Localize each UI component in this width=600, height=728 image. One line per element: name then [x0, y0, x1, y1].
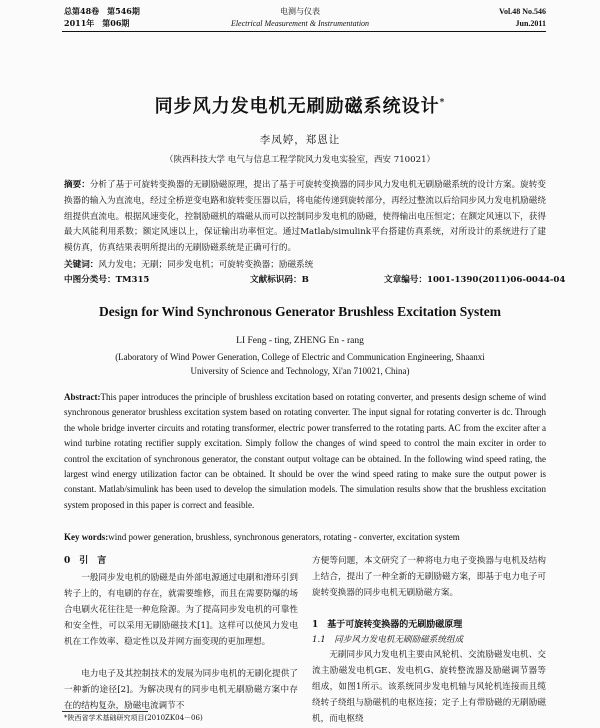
footnote: *陕西省学术基础研究项目(2010ZK04－06)	[64, 714, 203, 722]
affiliation-en-line1: (Laboratory of Wind Power Generation, College of Electric and Communication Engineering, Shaanxi	[115, 352, 485, 362]
header-journal-cn: 电测与仪表	[280, 7, 320, 16]
keywords-cn	[64, 258, 546, 274]
authors-en: LI Feng - ting, ZHENG En - rang	[236, 336, 364, 346]
header-vol-en: Vol.48 No.546	[498, 7, 546, 16]
page-title-en: Design for Wind Synchronous Generator Brushless Excitation System	[99, 304, 501, 319]
keywords-cn-text: 风力发电；无刷；同步发电机；可旋转变换器；励磁系统	[98, 260, 314, 270]
header-date-en: Jun.2011	[515, 19, 546, 28]
abstract-cn	[64, 178, 546, 257]
title-footnote-mark: *	[439, 98, 446, 108]
footnote-rule	[62, 711, 148, 712]
header-journal-en: Electrical Measurement & Instrumentation	[230, 19, 370, 28]
section-1-1-heading: 1.1 同步风力发电机无刷励磁系统组成	[312, 635, 464, 645]
clc-number: 中图分类号：TM315	[64, 275, 150, 285]
abstract-en-text: This paper introduces the principle of brushless excitation based on rotating converter, and presents design scheme of wind synchronous generator brushless excitation system based on rotating converter. The input signal for rotating converter is dc. Through the whole bridge inverter circuits and rotating transformer, electric power transferred to the rotating parts. AC from the exciter after a wind turbine rotating rectifier supply excitation. Simply follow the changes of wind speed to control the main exciter in order to control the excitation of synchronous generator, the constant output voltage can be obtained. In the following wind speed rating, the largest wind energy utilization factor can be obtained. It should be over the wind speed rating to make sure the output power is constant. Matlab/simulink has been used to develop the simulation models. The simulation results show that the brushless excitation system proposed in this paper is correct and feasible.	[64, 392, 546, 510]
section-0-heading: 0 引 言	[64, 556, 107, 566]
keywords-en-label: Key words:	[64, 532, 109, 542]
article-number: 文章编号：1001-1390(2011)06-0044-04	[384, 275, 566, 285]
authors-cn: 李凤婷，郑恩让	[259, 134, 341, 146]
keywords-en-text: wind power generation, brushless, synchronous generators, rotating - converter, excitation system	[108, 532, 460, 542]
keywords-cn-label: 关键词：	[64, 260, 99, 270]
abstract-en	[64, 390, 546, 513]
abstract-cn-text: 分析了基于可旋转变换器的无刷励磁原理，提出了基于可旋转变换器的同步风力发电机无刷励磁系统的设计方案。旋转变换器的输入为直流电，经过全桥逆变电路和旋转变压器以后，将电能传递到旋转部分，再经过整流以后给同步风力发电机励磁绕组提供直流电。根据风速变化，控制励磁机的端磁从而可以控制同步发电机的励磁，使得输出电压恒定；在额定风速以下，获得最大风能利用系数；额定风速以上，保证输出功率恒定。通过Matlab/simulink平台搭建仿真系统，对所设计的系统进行了建模仿真，仿真结果表明所提出的无刷励磁系统是正确可行的。	[64, 180, 546, 254]
header-rule	[62, 31, 546, 32]
header-issue: 2011年 第06期	[64, 18, 130, 28]
section-1-heading: 1 基于可旋转变换器的无刷励磁原理	[312, 620, 463, 630]
keywords-en	[64, 530, 546, 545]
abstract-cn-label: 摘要：	[64, 180, 90, 190]
left-column-paragraph-2: 电力电子及其控制技术的发展为同步电机的无刷化提供了一种新的途径[2]。为解决现有的同步电机无刷励磁方案中存在的结构复杂，励磁电流调节不	[64, 669, 298, 711]
affiliation-cn: （陕西科技大学 电气与信息工程学院风力发电实验室，西安 710021）	[164, 155, 436, 165]
page-title-cn	[0, 92, 600, 118]
affiliation-en-line2: University of Science and Technology, Xi'an 710021, China)	[190, 366, 410, 376]
abstract-en-label: Abstract:	[64, 392, 101, 402]
header-volume: 总第48卷 第546期	[64, 6, 140, 16]
right-column-paragraph-1: 方便等问题，本文研究了一种将电力电子变换器与电机及结构上结合，提出了一种全新的无刷励磁方案，即基于电力电子可旋转变换器的同步电机无刷励磁方案。	[312, 556, 546, 598]
document-code: 文献标识码：B	[250, 275, 309, 285]
left-column-paragraph-1: 一般同步发电机的励磁是由外部电源通过电刷和滑环引到转子上的，有电刷的存在，就需要维修，而且在需要防爆的场合电刷火花往往是一种危险源。为了提高同步发电机的可靠性和安全性，可以采用无刷励磁技术[1]。这样可以使风力发电机在工作效率、稳定性以及并网方面变现的更加理想。	[64, 573, 298, 647]
right-column-paragraph-2: 无刷同步风力发电机主要由风轮机、交流励磁发电机、交流主励磁发电机GE、发电机G、旋转整流器及励磁调节器等组成，如图1所示。该系统同步发电机轴与风轮机连接而且缆绕转子绕组与励磁机的电枢连接；定子上有带励磁的无刷励磁机，而电枢绕	[312, 650, 546, 724]
title-cn-text: 同步风力发电机无刷励磁系统设计	[154, 96, 440, 117]
